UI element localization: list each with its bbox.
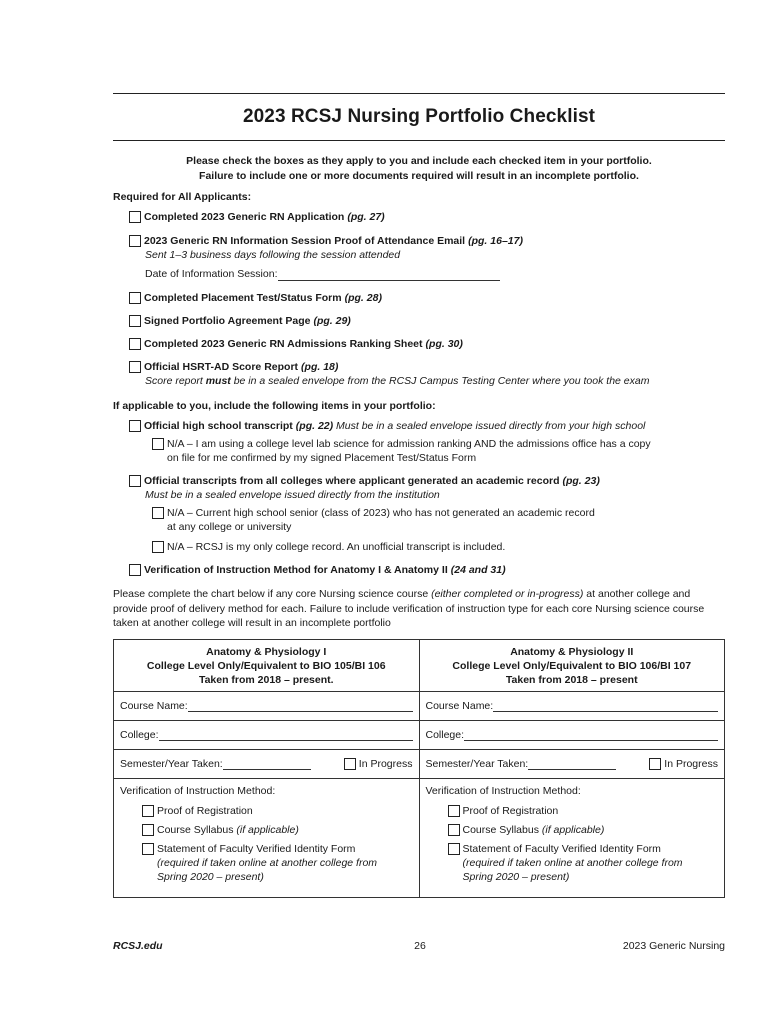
semester-field-ap1[interactable] (223, 759, 311, 770)
item-page: (pg. 29) (313, 315, 351, 327)
checkbox-hs-transcript[interactable] (129, 420, 141, 432)
checkbox-college-na-2[interactable] (152, 541, 164, 553)
top-rule (113, 93, 725, 94)
checkbox-proof-ap2[interactable] (448, 805, 460, 817)
table-row (114, 721, 725, 750)
table-row (114, 779, 725, 898)
header-line: Anatomy & Physiology I (206, 645, 327, 658)
table-header-row (114, 640, 725, 692)
note-pre: Score report (145, 375, 206, 387)
col-header-ap2 (419, 640, 725, 692)
item-page: (pg. 22) (295, 420, 334, 432)
in-progress-label: In Progress (358, 758, 413, 770)
na-line-1: N/A – Current high school senior (class of 2023) who has not generated an academic record (167, 507, 595, 519)
checkbox-info-session[interactable] (129, 235, 141, 247)
checkbox-statement-ap2[interactable] (448, 843, 460, 855)
semester-field-ap2[interactable] (528, 759, 616, 770)
item-page: (pg. 16–17) (468, 235, 523, 247)
checkbox-hs-na[interactable] (152, 438, 164, 450)
verification-label: Verification of Instruction Method: (425, 785, 581, 797)
note-post: be in a sealed envelope from the RCSJ Campus Testing Center where you took the exam (230, 375, 650, 387)
table-row (114, 692, 725, 721)
checkbox-statement-ap1[interactable] (142, 843, 154, 855)
hs-na-option (152, 437, 651, 465)
required-item-application (129, 210, 385, 224)
option-label: Proof of Registration (157, 805, 253, 817)
para-pre: Please complete the chart below if any core Nursing science course (113, 588, 432, 600)
item-page: (pg. 23) (562, 475, 600, 487)
college-field-ap2[interactable] (464, 730, 718, 741)
verification-cell-ap2 (419, 779, 725, 898)
field-label: College: (425, 729, 465, 741)
checkbox-college-transcripts[interactable] (129, 475, 141, 487)
item-label: Completed 2023 Generic RN Admissions Ranking Sheet (144, 338, 423, 350)
header-line: Taken from 2018 – present (505, 673, 638, 686)
option-note: Spring 2020 – present) (157, 871, 264, 883)
table-row (114, 750, 725, 779)
option-label: Statement of Faculty Verified Identity Form (462, 843, 661, 855)
na-line-2: at any college or university (167, 521, 292, 533)
checkbox-in-progress-ap2[interactable] (649, 758, 661, 770)
checkbox-proof-ap1[interactable] (142, 805, 154, 817)
college-field-ap1[interactable] (159, 730, 413, 741)
item-page: (pg. 28) (344, 292, 382, 304)
verification-cell-ap1 (114, 779, 420, 898)
intro-line-2: Failure to include one or more documents required will result in an incomplete portfolio. (199, 170, 639, 182)
course-verification-table (113, 639, 725, 898)
title-rule (113, 140, 725, 141)
required-heading: Required for All Applicants: (113, 191, 252, 203)
option-note: (if applicable) (236, 824, 299, 836)
na-line-1: N/A – I am using a college level lab science for admission ranking AND the admissions office has a copy (167, 438, 651, 450)
page-number: 26 (414, 940, 426, 952)
checkbox-syllabus-ap1[interactable] (142, 824, 154, 836)
applicable-item-college-transcripts (129, 474, 600, 554)
course-name-field-ap2[interactable] (493, 701, 718, 712)
para-post: at another college and provide proof of delivery method for each. Failure to include verification of instruction type for each core Nursing science course taken at another college will result in an incomplete portfolio (113, 588, 705, 629)
in-progress-label: In Progress (664, 758, 718, 770)
applicable-item-verification (129, 563, 506, 577)
option-note: (if applicable) (541, 824, 605, 836)
date-field-line[interactable] (278, 270, 500, 281)
date-field-row (129, 267, 523, 281)
na-line: N/A – RCSJ is my only college record. An unofficial transcript is included. (167, 541, 506, 553)
semester-cell-ap2 (419, 750, 725, 779)
field-label: Course Name: (120, 700, 188, 712)
header-line: College Level Only/Equivalent to BIO 106/BI 107 (452, 659, 692, 672)
option-label: Proof of Registration (462, 805, 559, 817)
checkbox-ranking[interactable] (129, 338, 141, 350)
verification-label: Verification of Instruction Method: (120, 785, 276, 797)
option-note: Spring 2020 – present) (462, 871, 570, 883)
intro-line-1: Please check the boxes as they apply to you and include each checked item in your portfolio. (186, 155, 652, 167)
option-label: Statement of Faculty Verified Identity Form (157, 843, 356, 855)
footer-website: RCSJ.edu (113, 940, 163, 952)
checkbox-syllabus-ap2[interactable] (448, 824, 460, 836)
applicable-item-hs-transcript (129, 419, 651, 465)
item-note (129, 374, 649, 388)
required-item-hsrt (129, 360, 649, 388)
item-label: Verification of Instruction Method for Anatomy I & Anatomy II (144, 564, 448, 576)
item-page: (24 and 31) (450, 564, 506, 576)
item-label: Official high school transcript (144, 420, 293, 432)
checkbox-college-na-1[interactable] (152, 507, 164, 519)
semester-cell-ap1 (114, 750, 420, 779)
option-label: Course Syllabus (157, 824, 237, 836)
option-note: (required if taken online at another college from (462, 857, 683, 869)
checkbox-application[interactable] (129, 211, 141, 223)
field-label: Semester/Year Taken: (120, 758, 223, 770)
header-line: Taken from 2018 – present. (198, 673, 334, 686)
course-name-cell-ap1 (114, 692, 420, 721)
college-na-option-2 (152, 540, 600, 554)
option-label: Course Syllabus (462, 824, 542, 836)
checkbox-placement[interactable] (129, 292, 141, 304)
item-page: (pg. 30) (425, 338, 463, 350)
college-cell-ap2 (419, 721, 725, 750)
checkbox-hsrt[interactable] (129, 361, 141, 373)
college-na-option-1 (152, 506, 600, 534)
item-label: Signed Portfolio Agreement Page (144, 315, 311, 327)
required-item-info-session (129, 234, 523, 281)
col-header-ap1 (114, 640, 420, 692)
checkbox-verification[interactable] (129, 564, 141, 576)
item-label: Official transcripts from all colleges where applicant generated an academic record (144, 475, 560, 487)
na-line-2: on file for me confirmed by my signed Placement Test/Status Form (167, 452, 477, 464)
course-name-field-ap1[interactable] (188, 701, 413, 712)
checkbox-in-progress-ap1[interactable] (344, 758, 356, 770)
item-note: Must be in a sealed envelope issued directly from the institution (145, 489, 440, 501)
college-cell-ap1 (114, 721, 420, 750)
intro-text (113, 154, 725, 184)
field-label: Semester/Year Taken: (425, 758, 529, 770)
checkbox-agreement[interactable] (129, 315, 141, 327)
header-line: Anatomy & Physiology II (510, 645, 634, 658)
item-label: Official HSRT-AD Score Report (144, 361, 299, 373)
item-label: Completed Placement Test/Status Form (144, 292, 342, 304)
item-label: Completed 2023 Generic RN Application (144, 211, 345, 223)
item-note: Sent 1–3 business days following the session attended (145, 249, 401, 261)
option-note: (required if taken online at another college from (157, 857, 378, 869)
required-item-placement (129, 291, 382, 305)
item-page: (pg. 27) (347, 211, 385, 223)
field-label: College: (120, 729, 159, 741)
course-name-cell-ap2 (419, 692, 725, 721)
note-bold: must (205, 375, 231, 387)
date-field-label: Date of Information Session: (145, 268, 278, 280)
required-item-ranking (129, 337, 463, 351)
page-title: 2023 RCSJ Nursing Portfolio Checklist (242, 106, 596, 127)
field-label: Course Name: (425, 700, 494, 712)
required-item-agreement (129, 314, 351, 328)
applicable-heading: If applicable to you, include the following items in your portfolio: (113, 400, 436, 412)
item-page: (pg. 18) (301, 361, 339, 373)
header-line: College Level Only/Equivalent to BIO 105/BI 106 (146, 659, 386, 672)
para-italic: (either completed or in-progress) (431, 588, 584, 600)
item-label: 2023 Generic RN Information Session Proof of Attendance Email (144, 235, 466, 247)
footer-program: 2023 Generic Nursing (622, 940, 725, 952)
item-note: Must be in a sealed envelope issued directly from your high school (333, 420, 646, 432)
chart-instructions (113, 587, 725, 631)
